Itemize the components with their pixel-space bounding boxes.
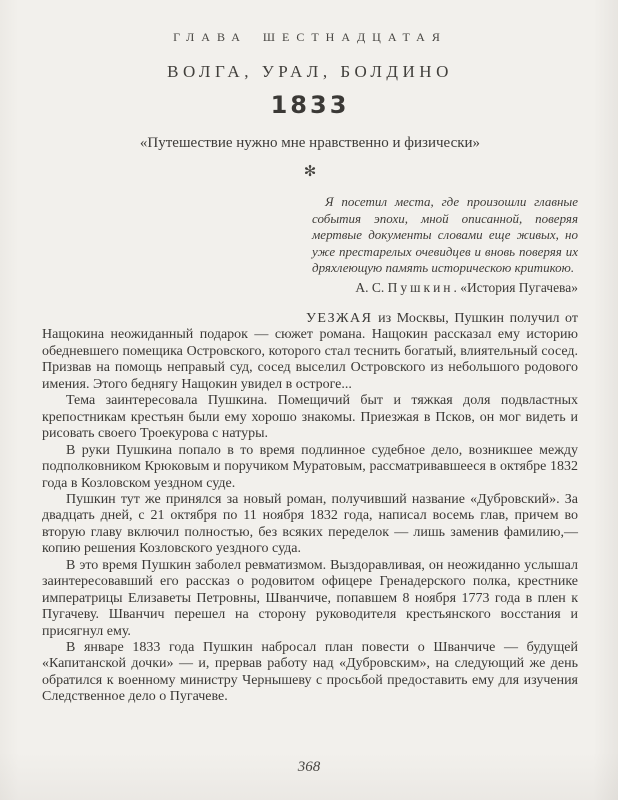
chapter-title: ВОЛГА, УРАЛ, БОЛДИНО — [167, 62, 453, 81]
chapter-year: 1833 — [270, 91, 350, 119]
paragraph: В это время Пушкин заболел ревматизмом. Выздоравливая, он неожиданно услышал заинтересовавший его рассказ о родовитом офицере Гренадерского полка, крестнике императрицы Елизаветы Петровны, Шванчиче, попавшем 8 ноября 1773 года в плен к Пугачеву. Шванчич перешел на сторону руководителя крестьянского восстания и присягнул ему. — [42, 557, 578, 639]
epigraph-quote — [312, 194, 578, 277]
epigraph-attribution — [312, 280, 578, 296]
epigraph-text: Я посетил места, где произошли главные события эпохи, мной описанной, поверяя мертвые документы словами еще живых, но уже престарелых очевидцев и вновь поверяя их дряхлеющую память историческою критикою. — [312, 194, 578, 276]
page-content — [42, 0, 578, 706]
chapter-motto: «Путешествие нужно мне нравственно и физически» — [139, 135, 481, 151]
paragraph: Пушкин тут же принялся за новый роман, получивший название «Дубровский». За двадцать дней, с 21 октября по 11 ноября 1832 года, написал восемь глав, причем во вторую главу включил полностью, без всяких переделок — лишь заменив фамилию,— копию решения Козловского уездного суда. — [42, 491, 578, 557]
paragraph-opening — [42, 311, 578, 393]
page-number: 368 — [297, 759, 321, 775]
asterisk-divider-icon: ✻ — [303, 162, 317, 180]
paragraph: В руки Пушкина попало в то время подлинное судебное дело, возникшее между подполковником Крюковым и поручиком Муратовым, рассматривавшееся в октябре 1832 года в Козловском уездном суде. — [42, 442, 578, 491]
paragraph: В январе 1833 года Пушкин набросал план повести о Шванчиче — будущей «Капитанской дочки» — и, прервав работу над «Дубровским», на следующий же день обратился к военному министру Чернышеву с просьбой предоставить ему для изучения Следственное дело о Пугачеве. — [42, 640, 578, 705]
paragraph: Тема заинтересовала Пушкина. Помещичий быт и тяжкая доля подвластных крепостникам крестьян были ему хорошо знакомы. Приезжая в Псков, он мог видеть и рисовать своего Троекурова с натуры. — [42, 393, 578, 442]
attribution-author: Пушкин — [387, 279, 454, 295]
opening-word: УЕЗЖАЯ — [306, 310, 373, 326]
chapter-label: ГЛАВА ШЕСТНАДЦАТАЯ — [173, 30, 447, 44]
opening-rest: из Москвы, Пушкин получил от Нащокина неожиданный подарок — сюжет романа. Нащокин рассказал ему историю обедневшего помещика Островского, которого стал теснить богатый, влиятельный сосед. Призвав на помощь неправый суд, сосед выселил Островского из небольшого родового имения. Этого беднягу Нащокин увидел в остроге... — [42, 310, 578, 392]
attribution-prefix: А. С. — [355, 279, 388, 295]
attribution-work-title: . «История Пугачева» — [453, 279, 578, 295]
body-text — [42, 311, 578, 706]
